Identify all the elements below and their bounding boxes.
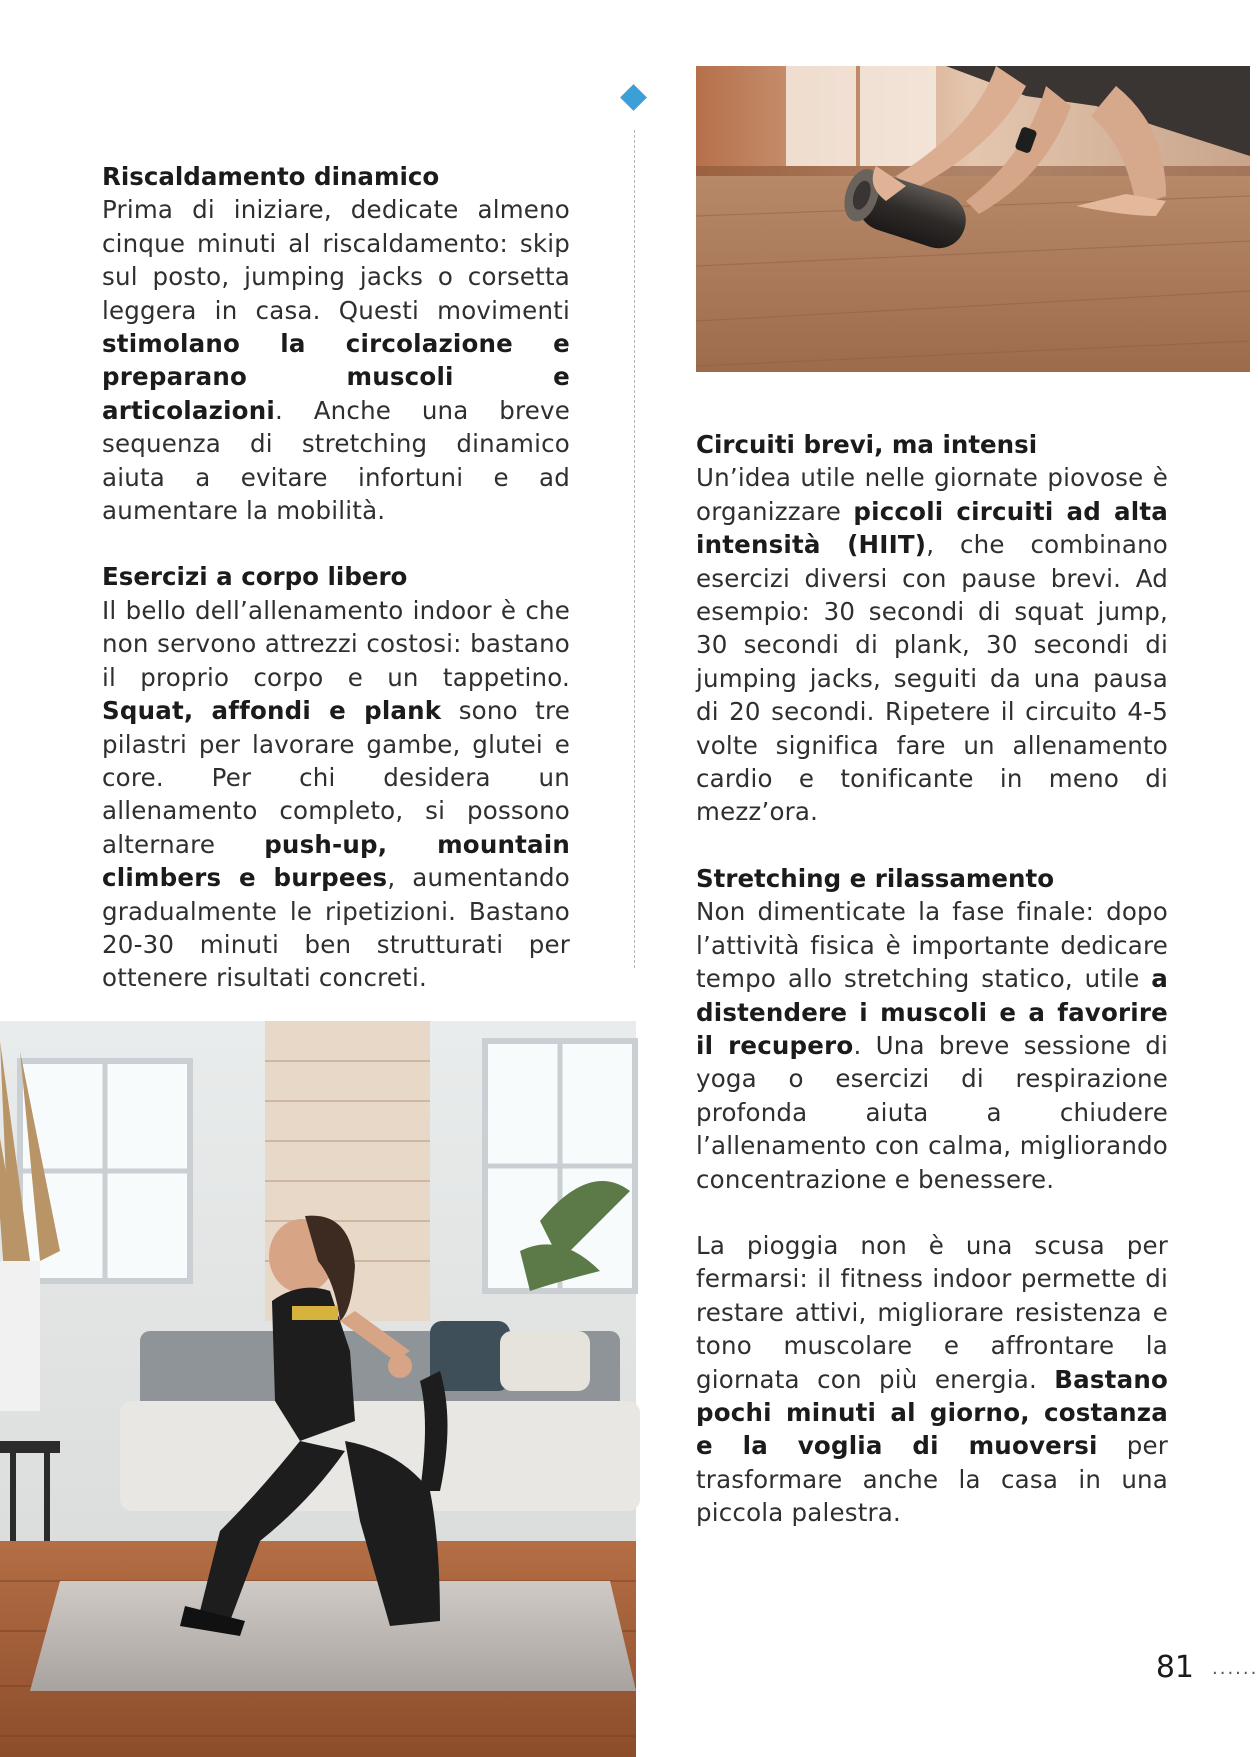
section-conclusion: [696, 1229, 1168, 1530]
section-hiit: [696, 428, 1168, 829]
page-number: 81: [1155, 1650, 1194, 1685]
section-heading: Esercizi a corpo libero: [102, 562, 408, 592]
column-divider: [634, 130, 635, 968]
photo-lunge-stretch: [0, 1021, 636, 1757]
section-stretching: [696, 862, 1168, 1196]
section-body: Il bello dell’allenamento indoor è che non servono attrezzi costosi: bastano il proprio corpo e un tappetino. Squat, affondi e plank sono tre pilastri per lavorare gambe, glutei e core. Per chi desidera un allenamento completo, si possono alternare push-up, mountain climbers e burpees, aumentando gradualmente le ripetizioni. Bastano 20-30 minuti ben strutturati per ottenere risultati concreti.: [102, 595, 570, 993]
section-body: Un’idea utile nelle giornate piovose è organizzare piccoli circuiti ad alta intensità (HIIT), che combinano esercizi diversi con pause brevi. Ad esempio: 30 secondi di squat jump, 30 secondi di plank, 30 secondi di jumping jacks, seguiti da una pausa di 20 secondi. Ripetere il circuito 4-5 volte significa fare un allenamento cardio e tonificante in meno di mezz’ora.: [696, 463, 1168, 827]
section-heading: Stretching e rilassamento: [696, 863, 1055, 893]
section-heading: Circuiti brevi, ma intensi: [696, 430, 1038, 459]
right-column: [696, 428, 1168, 1530]
section-warmup: [102, 160, 570, 527]
section-body: La pioggia non è una scusa per fermarsi: il fitness indoor permette di restare attivi, migliorare resistenza e tono muscolare e affrontare la giornata con più energia. Bastano pochi minuti al giorno, costanza e la voglia di muoversi per trasformare anche la casa in una piccola palestra.: [696, 1230, 1168, 1528]
section-body: Prima di iniziare, dedicate almeno cinque minuti al riscaldamento: skip sul posto, jumping jacks o corsetta leggera in casa. Questi movimenti stimolano la circolazione e preparano muscoli e articolazioni. Anche una breve sequenza di stretching dinamico aiuta a evitare infortuni e ad aumentare la mobilità.: [102, 195, 570, 526]
section-bodyweight: [102, 560, 570, 994]
left-column: [102, 160, 570, 995]
page-number-dots: ......: [1212, 1658, 1258, 1679]
photo-rolling-mat: [696, 66, 1250, 372]
section-heading: Riscaldamento dinamico: [102, 162, 440, 191]
diamond-accent-icon: [620, 84, 647, 111]
section-body: Non dimenticate la fase finale: dopo l’attività fisica è importante dedicare tempo allo stretching statico, utile a distendere i muscoli e a favorire il recupero. Una breve sessione di yoga o esercizi di respirazione profonda aiuta a chiudere l’allenamento con calma, migliorando concentrazione e benessere.: [696, 897, 1168, 1194]
